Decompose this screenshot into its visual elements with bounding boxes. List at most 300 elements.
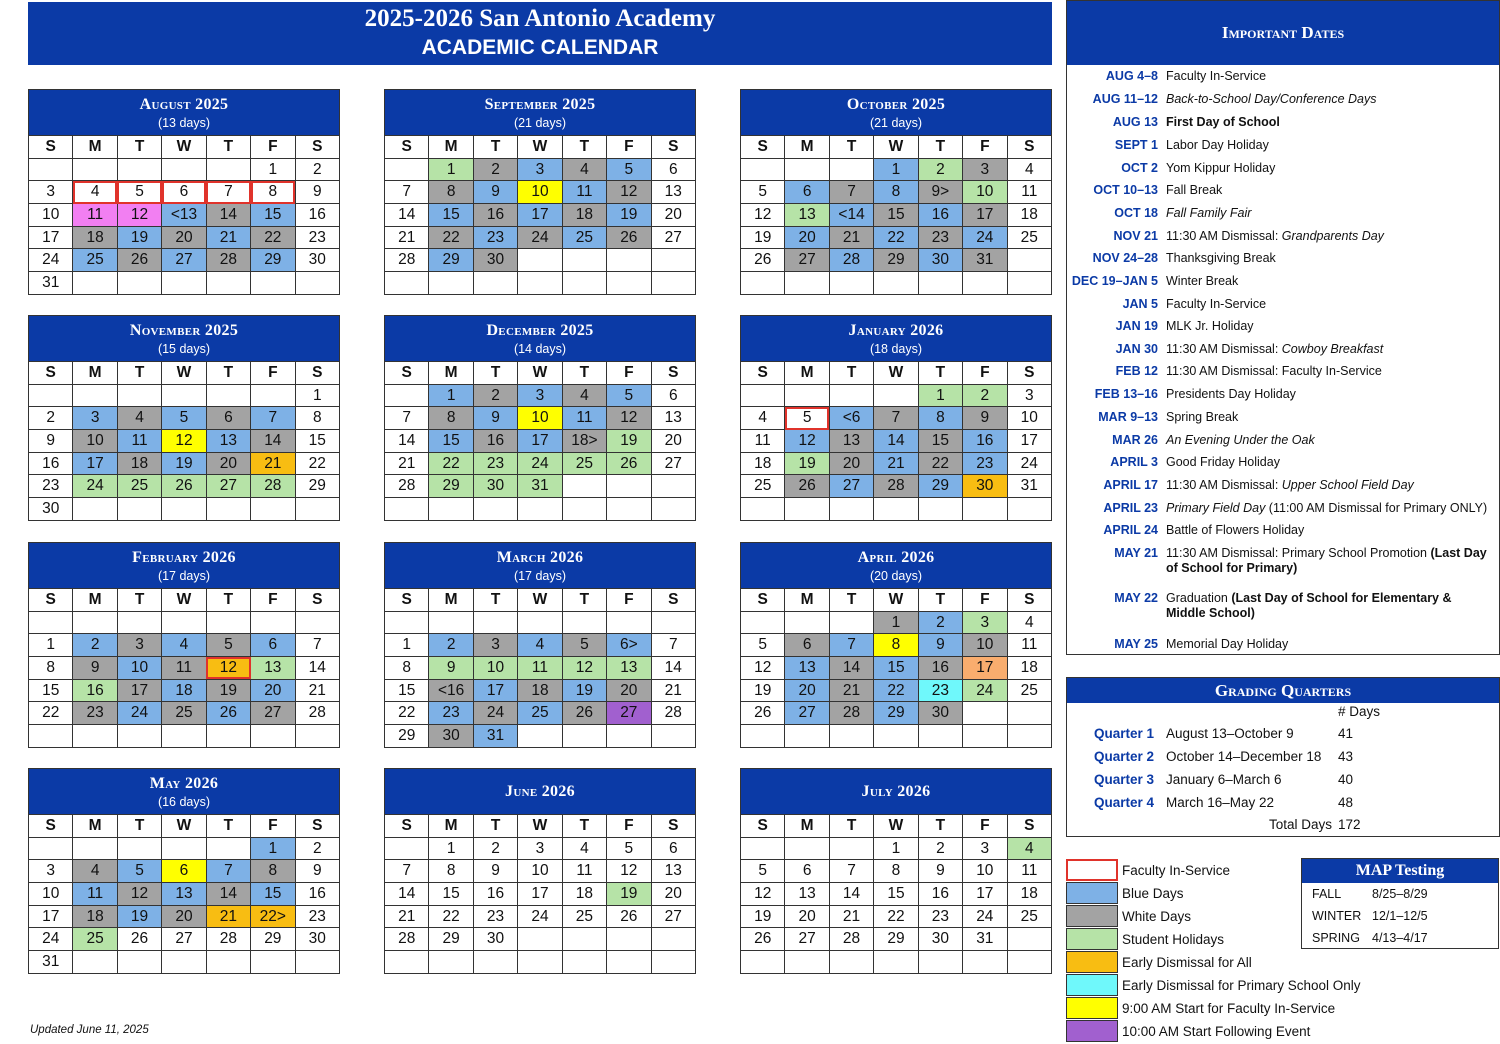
event-text: Back-to-School Day/Conference Days [1166,92,1377,106]
day-cell [385,837,429,860]
event-text: Yom Kippur Holiday [1166,161,1276,175]
month-day-count: (17 days) [157,568,211,583]
day-cell: 8 [874,860,918,883]
day-cell: 27 [651,452,695,475]
day-cell: 1 [251,158,295,181]
day-cell: 25 [1007,226,1051,249]
day-cell: 3 [473,634,517,657]
event-date: APRIL 3 [1110,455,1158,469]
day-cell: 22 [429,226,473,249]
day-cell [785,951,829,974]
day-cell: 22 [29,702,73,725]
day-cell: 31 [473,725,517,748]
day-cell: 21 [206,226,250,249]
day-cell [295,951,339,974]
week-row [741,407,1052,430]
day-cell [117,951,161,974]
day-cell: 24 [29,928,73,951]
day-cell: 3 [518,384,562,407]
day-cell: 9 [473,181,517,204]
day-cell [295,498,339,521]
day-cell: 10 [1007,407,1051,430]
important-date-row [1067,251,1499,266]
day-cell: 14 [829,883,873,906]
map-season: SPRING [1312,931,1360,945]
day-cell [385,384,429,407]
quarter-days: 41 [1338,726,1354,741]
legend-swatch [1066,859,1118,881]
month-header [384,542,696,588]
weekday-header: S [1007,362,1051,385]
day-cell: 6 [162,860,206,883]
day-cell: 28 [295,702,339,725]
day-cell: 21 [206,905,250,928]
day-cell: 30 [918,928,962,951]
day-cell: 11 [562,860,606,883]
event-text: MLK Jr. Holiday [1166,319,1254,333]
day-cell [162,158,206,181]
day-cell: 9 [473,860,517,883]
quarter-row [1067,726,1499,741]
map-testing-panel [1301,858,1499,949]
day-cell: 3 [29,181,73,204]
day-cell: 30 [29,498,73,521]
day-cell [562,475,606,498]
day-cell: 25 [562,452,606,475]
month-header [740,315,1052,361]
day-cell: 28 [385,249,429,272]
day-cell: 12 [741,204,785,227]
day-cell [518,249,562,272]
day-cell: 21 [295,679,339,702]
day-cell: 9> [918,181,962,204]
day-cell: 9 [73,657,117,680]
weekday-header: S [651,136,695,159]
day-cell: 16 [918,657,962,680]
day-cell: 29 [251,928,295,951]
day-cell [117,611,161,634]
week-row [385,384,696,407]
calendar-title-bar [28,2,1052,65]
quarter-row [1067,749,1499,764]
event-text: First Day of School [1166,115,1280,129]
day-cell: 5 [206,634,250,657]
day-cell [829,384,873,407]
day-cell: 9 [295,181,339,204]
weekday-header: S [651,815,695,838]
day-cell: 4 [562,837,606,860]
day-cell [829,725,873,748]
event-text: Battle of Flowers Holiday [1166,523,1305,537]
day-cell: 7 [874,407,918,430]
school-title: 2025-2026 San Antonio Academy [364,5,716,32]
weekday-header: T [562,362,606,385]
month-calendar [384,315,696,521]
day-cell [1007,272,1051,295]
day-cell: 26 [607,452,651,475]
day-cell: 8 [429,860,473,883]
day-cell [385,611,429,634]
day-cell [162,384,206,407]
day-cell [385,951,429,974]
month-day-count: (15 days) [157,341,211,356]
weekday-header: M [785,815,829,838]
day-cell: 1 [874,837,918,860]
day-cell: 2 [473,837,517,860]
map-testing-row [1312,909,1428,923]
weekday-header: W [874,589,918,612]
day-cell: 10 [29,883,73,906]
day-cell: 23 [295,905,339,928]
map-season: FALL [1312,887,1342,901]
day-cell: 27 [651,226,695,249]
day-cell: 5 [607,158,651,181]
event-text: Faculty In-Service [1166,297,1267,311]
day-cell: 24 [963,226,1007,249]
day-cell: 26 [206,702,250,725]
week-row [29,702,340,725]
event-date: APRIL 23 [1103,501,1158,515]
map-testing-row [1312,887,1428,901]
day-cell: 30 [963,475,1007,498]
week-row [29,928,340,951]
week-row [741,679,1052,702]
event-date: AUG 4–8 [1105,69,1158,83]
day-cell [741,837,785,860]
weekday-header: M [785,362,829,385]
week-row [741,928,1052,951]
legend-item [1066,1020,1310,1042]
week-row [741,158,1052,181]
day-cell [117,725,161,748]
day-cell: 8 [874,181,918,204]
event-date: AUG 11–12 [1092,92,1158,106]
event-detail: Upper School Field Day [1281,478,1414,492]
day-cell: 14 [874,430,918,453]
day-cell: 18 [73,226,117,249]
month-header [384,89,696,135]
month-grid [28,361,340,521]
day-cell: 17 [963,883,1007,906]
day-cell: 11 [562,181,606,204]
legend-label: Early Dismissal for Primary School Only [1122,977,1361,993]
important-date-row [1067,410,1499,425]
day-cell: 23 [473,226,517,249]
day-cell [29,837,73,860]
weekday-header: T [117,362,161,385]
day-cell [206,951,250,974]
map-testing-row [1312,931,1428,945]
day-cell: 31 [29,951,73,974]
day-cell [1007,928,1051,951]
weekday-header: S [741,362,785,385]
weekday-header: S [651,589,695,612]
day-cell [206,272,250,295]
legend-item [1066,905,1191,927]
day-cell: 1 [918,384,962,407]
day-cell: 13 [251,657,295,680]
day-cell: 8 [874,634,918,657]
day-cell: 4 [162,634,206,657]
day-cell: 25 [73,928,117,951]
week-row [741,272,1052,295]
day-cell: 1 [429,158,473,181]
month-calendar [384,768,696,974]
day-cell [162,951,206,974]
day-cell [117,272,161,295]
quarter-range: January 6–March 6 [1166,772,1282,787]
month-grid [28,814,340,974]
week-row [741,905,1052,928]
month-day-count: (21 days) [513,115,567,130]
day-cell: 21 [385,452,429,475]
weekday-header: M [429,589,473,612]
day-cell: 6 [162,181,206,204]
weekday-header: S [29,589,73,612]
day-cell: 21 [251,452,295,475]
event-text: Presidents Day Holiday [1166,387,1296,401]
day-cell: 14 [385,430,429,453]
day-cell: 12 [741,883,785,906]
day-cell: 15 [251,883,295,906]
day-cell: 9 [29,430,73,453]
month-calendar [384,542,696,748]
day-cell [518,498,562,521]
day-cell: 7 [829,860,873,883]
week-row [385,452,696,475]
day-cell: 17 [1007,430,1051,453]
day-cell: 18 [741,452,785,475]
important-date-row [1067,364,1499,379]
event-text: Faculty In-Service [1166,69,1267,83]
day-cell: 29 [429,928,473,951]
day-cell: 16 [473,430,517,453]
week-row [29,204,340,227]
weekday-header: S [295,815,339,838]
day-cell: 3 [73,407,117,430]
event-date: APRIL 17 [1103,478,1158,492]
day-cell [607,725,651,748]
day-cell: 26 [117,249,161,272]
day-cell: 7 [295,634,339,657]
week-row [741,226,1052,249]
day-cell: 26 [741,249,785,272]
day-cell: 22 [918,452,962,475]
weekday-header: T [829,362,873,385]
day-cell: 16 [963,430,1007,453]
important-date-row [1067,342,1499,357]
day-cell: 20 [829,452,873,475]
day-cell [829,498,873,521]
day-cell [429,498,473,521]
day-cell: 3 [963,837,1007,860]
weekday-header: T [473,136,517,159]
day-cell: 15 [29,679,73,702]
day-cell: 10 [963,634,1007,657]
day-cell: 11 [162,657,206,680]
day-cell: 18 [73,905,117,928]
day-cell: 15 [251,204,295,227]
week-row [741,951,1052,974]
event-date: NOV 21 [1113,229,1158,243]
day-cell [562,611,606,634]
weekday-header: F [963,589,1007,612]
month-name: July 2026 [861,782,931,800]
week-row [29,226,340,249]
day-cell [562,951,606,974]
month-name: October 2025 [846,95,946,113]
day-cell: 28 [385,475,429,498]
event-text: 11:30 AM Dismissal: [1166,229,1282,243]
day-cell [162,837,206,860]
day-cell: 10 [473,657,517,680]
day-cell: 1 [385,634,429,657]
month-day-count: (14 days) [513,341,567,356]
week-row [385,430,696,453]
day-cell: 2 [473,384,517,407]
week-row [29,883,340,906]
event-date: AUG 13 [1112,115,1158,129]
day-cell: 14 [385,883,429,906]
week-row [385,634,696,657]
day-cell: 28 [874,475,918,498]
day-cell: 3 [1007,384,1051,407]
day-cell: 4 [518,634,562,657]
day-cell: 6 [651,837,695,860]
event-text: Thanksgiving Break [1166,251,1276,265]
month-grid [384,361,696,521]
day-cell: 6 [785,634,829,657]
day-cell: <16 [429,679,473,702]
event-date: JAN 5 [1122,297,1158,311]
week-row [741,249,1052,272]
day-cell: 4 [1007,837,1051,860]
day-cell [607,498,651,521]
day-cell: 26 [562,702,606,725]
day-cell: 28 [829,249,873,272]
day-cell [651,475,695,498]
day-cell: 25 [1007,679,1051,702]
week-row [385,657,696,680]
day-cell: 23 [918,226,962,249]
legend-label: Student Holidays [1122,931,1225,947]
weekday-header: T [206,815,250,838]
day-cell: 15 [874,883,918,906]
day-cell: 2 [918,611,962,634]
day-cell [473,611,517,634]
day-cell [785,611,829,634]
day-cell [785,272,829,295]
day-cell: 7 [206,181,250,204]
day-cell [607,951,651,974]
event-text: An Evening Under the Oak [1166,433,1315,447]
day-cell: 29 [874,702,918,725]
day-cell [73,158,117,181]
day-cell: 7 [829,181,873,204]
day-cell: 28 [829,702,873,725]
month-name: February 2026 [132,548,236,566]
day-cell: 15 [874,204,918,227]
day-cell [251,272,295,295]
day-cell: 10 [518,407,562,430]
day-cell: 8 [918,407,962,430]
weekday-header: T [918,815,962,838]
day-cell: 15 [429,883,473,906]
important-date-row [1067,478,1499,493]
day-cell: 8 [251,181,295,204]
important-date-row [1067,92,1499,107]
day-cell: 15 [385,679,429,702]
grading-quarters-title: Grading Quarters [1067,678,1499,703]
day-cell: 3 [963,158,1007,181]
weekday-header: F [963,136,1007,159]
day-cell [518,725,562,748]
day-cell: 26 [607,905,651,928]
day-cell: 24 [29,249,73,272]
legend-swatch [1066,1020,1118,1042]
day-cell: 14 [651,657,695,680]
day-cell: 25 [162,702,206,725]
day-cell: 18> [562,430,606,453]
day-cell: 30 [918,249,962,272]
week-row [385,498,696,521]
day-cell: 13 [785,883,829,906]
day-cell: 27 [162,928,206,951]
weekday-header: S [1007,589,1051,612]
weekday-header: W [518,815,562,838]
weekday-header: W [518,362,562,385]
important-dates-title: Important Dates [1067,1,1499,65]
weekday-header: S [1007,815,1051,838]
event-date: JAN 30 [1115,342,1158,356]
day-cell: 8 [29,657,73,680]
day-cell: 21 [385,905,429,928]
important-date-row [1067,206,1499,221]
day-cell: 22 [429,905,473,928]
day-cell: 26 [785,475,829,498]
day-cell [1007,951,1051,974]
weekday-header: T [117,815,161,838]
day-cell [162,611,206,634]
day-cell: <13 [162,204,206,227]
day-cell: 19 [741,226,785,249]
day-cell: 29 [429,249,473,272]
day-cell: 2 [73,634,117,657]
day-cell: 2 [918,837,962,860]
day-cell: 19 [562,679,606,702]
day-cell [562,249,606,272]
day-cell: 22 [874,679,918,702]
weekday-header: S [385,815,429,838]
weekday-header: T [473,815,517,838]
weekday-header: S [29,362,73,385]
day-cell: 18 [562,883,606,906]
important-date-row [1067,297,1499,312]
day-cell: 4 [562,158,606,181]
month-grid [384,588,696,748]
event-text: Graduation [1166,591,1232,605]
day-cell: 5 [741,634,785,657]
day-cell: 11 [1007,634,1051,657]
weekday-header: S [385,136,429,159]
day-cell [918,725,962,748]
weekday-header: F [251,136,295,159]
event-detail: Grandparents Day [1281,229,1384,243]
day-cell: 23 [29,475,73,498]
week-row [385,860,696,883]
day-cell [874,725,918,748]
day-cell [429,611,473,634]
